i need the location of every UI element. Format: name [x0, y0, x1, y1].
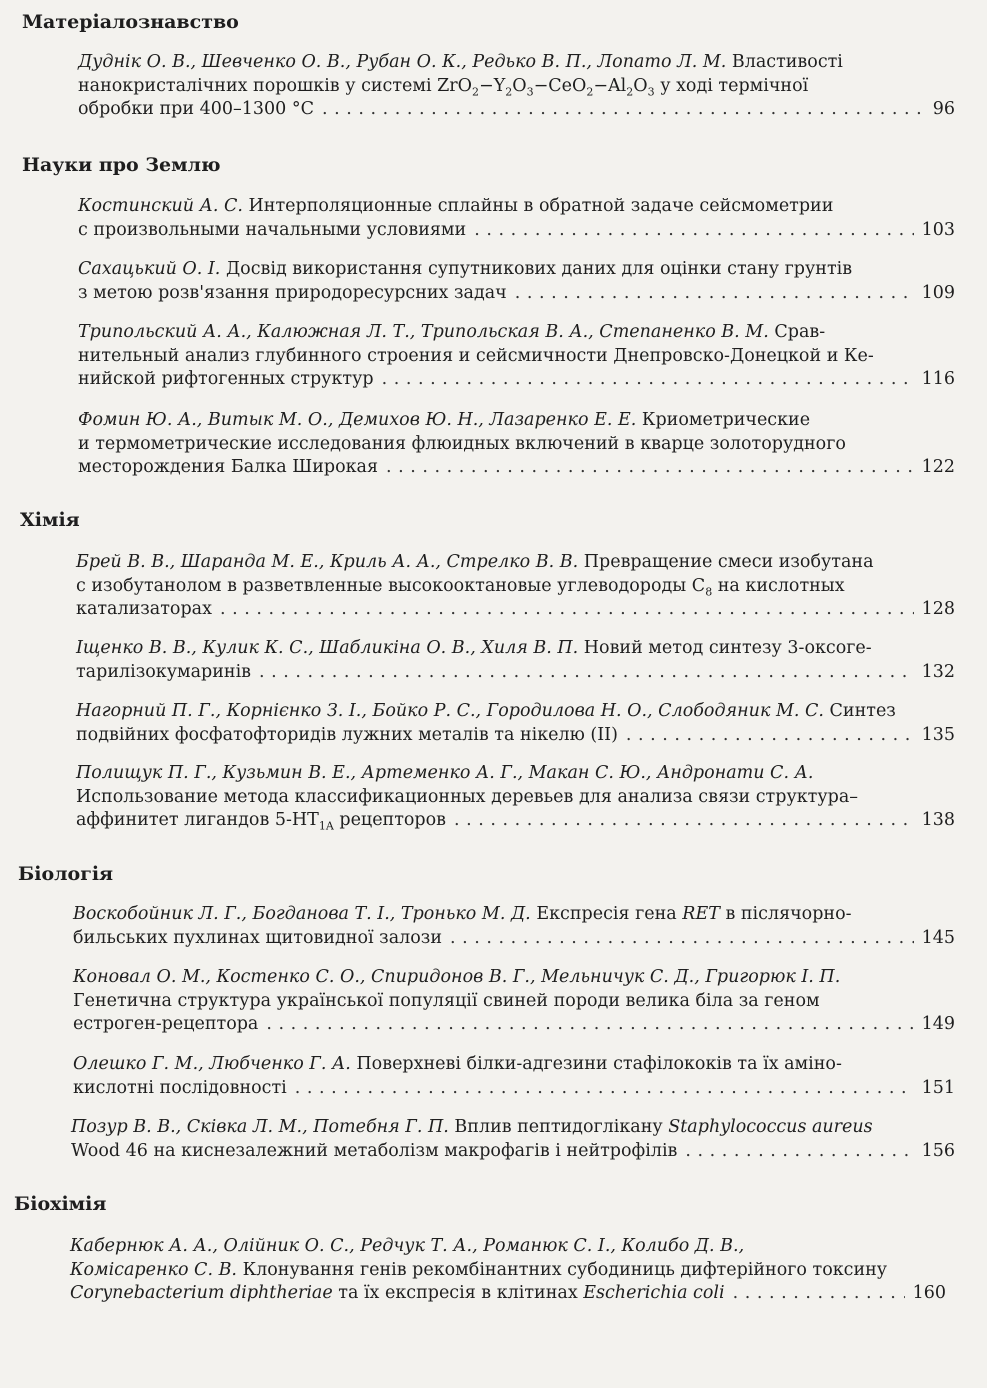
entry-authors: Коновал О. М., Костенко С. О., Спиридонов В. Г., Мельничук С. Д., Григорюк І. П.	[73, 967, 841, 987]
toc-entry[interactable]	[78, 51, 955, 122]
entry-title-line: аффинитет лигандов $5-HT_{1A}$ рецепторов	[76, 810, 447, 833]
entry-title-line: Corynebacterium diphtheriae та їх експресія в клітинах Escherichia coli	[70, 1283, 725, 1303]
page-number: 138	[921, 810, 955, 830]
entry-title-line: Wood 46 на киснезалежний метаболізм макрофагів і нейтрофілів	[71, 1140, 678, 1161]
toc-entry[interactable]	[76, 762, 955, 833]
entry-authors: Комісаренко С. В.	[70, 1259, 237, 1280]
dot-leader	[733, 1282, 905, 1306]
entry-authors: Позур В. В., Сківка Л. М., Потебня Г. П.	[71, 1117, 449, 1137]
toc-entry[interactable]	[76, 551, 955, 622]
dot-leader	[626, 724, 914, 748]
entry-authors: Нагорний П. Г., Корнієнко З. І., Бойко Р. С., Городилова Н. О., Слободяник М. С.	[76, 701, 824, 721]
entry-title-line: с изобутанолом в разветвленные высокооктановые углеводороды $C_8$ на кислотных	[76, 575, 845, 598]
entry-title-line: нийской рифтогенных структур	[78, 369, 374, 389]
page-number: 149	[921, 1014, 955, 1034]
toc-entry[interactable]	[76, 700, 955, 747]
entry-title-line: подвійних фосфатофторидів лужних металів та нікелю (II)	[76, 724, 618, 745]
entry-title-line: и термометрические исследования флюидных включений в кварце золоторудного	[78, 433, 846, 454]
section-title-earth-sciences: Науки про Землю	[22, 154, 221, 176]
entry-title: Вплив пептидоглікану Staphylococcus aureus	[454, 1117, 873, 1137]
section-title-chemistry: Хімія	[20, 509, 80, 531]
entry-title-line: нанокристалічних порошків у системі $ZrO_2-Y_2O_3-CeO_2-Al_2O_3$ у ході термічної	[78, 75, 809, 98]
entry-authors: Сахацький О. І.	[78, 259, 221, 279]
page-number: 160	[912, 1283, 946, 1303]
entry-title: Синтез	[829, 701, 896, 721]
entry-authors: Фомин Ю. А., Витык М. О., Демихов Ю. Н., Лазаренко Е. Е.	[78, 410, 637, 430]
entry-title: Властивості	[731, 52, 843, 72]
toc-entry[interactable]	[78, 321, 955, 392]
entry-title-line: нительный анализ глубинного строения и сейсмичности Днепровско-Донецкой и Ке-	[78, 345, 874, 366]
entry-title: Криометрические	[641, 410, 811, 430]
page-number: 103	[921, 219, 955, 240]
entry-title: Превращение смеси изобутана	[583, 552, 874, 572]
section-title-materials-science: Матеріалознавство	[22, 11, 239, 33]
dot-leader	[474, 219, 913, 243]
entry-authors: Кабернюк А. А., Олійник О. С., Редчук Т. А., Романюк С. І., Колибо Д. В.,	[70, 1236, 745, 1256]
entry-title: Досвід використання супутникових даних для оцінки стану грунтів	[225, 259, 853, 279]
toc-entry[interactable]	[71, 1116, 955, 1163]
section-title-biochemistry: Біохімія	[14, 1193, 107, 1215]
entry-title-line: Генетична структура української популяції свиней породи велика біла за геном	[73, 990, 820, 1011]
entry-title: Срав-	[774, 322, 826, 342]
dot-leader	[266, 1013, 913, 1037]
page-number: 156	[921, 1140, 955, 1161]
entry-authors: Полищук П. Г., Кузьмин В. Е., Артеменко А. Г., Макан С. Ю., Андронати С. А.	[76, 763, 814, 783]
dot-leader	[685, 1140, 913, 1164]
entry-authors: Воскобойник Л. Г., Богданова Т. І., Тронько М. Д.	[73, 904, 531, 924]
entry-title-line: с произвольными начальными условиями	[78, 219, 467, 240]
entry-authors: Костинский А. С.	[78, 196, 243, 216]
entry-title-line: з метою розв'язання природоресурсних задач	[78, 282, 507, 303]
toc-entry[interactable]	[78, 258, 955, 305]
entry-title-line: обробки при 400–1300 °C	[78, 99, 314, 119]
entry-authors: Олешко Г. М., Любченко Г. А.	[73, 1054, 351, 1074]
page-number: 109	[921, 282, 955, 303]
dot-leader	[259, 661, 914, 685]
dot-leader	[295, 1077, 914, 1101]
entry-authors: Брей В. В., Шаранда М. Е., Криль А. А., Стрелко В. В.	[76, 552, 579, 572]
entry-title-line: бильських пухлинах щитовидної залози	[73, 927, 442, 948]
page-number: 116	[921, 369, 955, 389]
entry-authors: Дуднік О. В., Шевченко О. В., Рубан О. К., Редько В. П., Лопато Л. М.	[78, 52, 727, 72]
entry-authors: Іщенко В. В., Кулик К. С., Шабликіна О. В., Хиля В. П.	[76, 638, 579, 658]
page-number: 132	[921, 661, 955, 682]
toc-entry[interactable]	[78, 409, 955, 480]
toc-entry[interactable]	[78, 195, 955, 242]
toc-entry[interactable]	[73, 1053, 955, 1100]
page-number: 122	[921, 457, 955, 477]
entry-title-line: Использование метода классификационных деревьев для анализа связи структура–	[76, 786, 859, 807]
dot-leader	[382, 368, 914, 392]
entry-title: Интерполяционные сплайны в обратной задаче сейсмометрии	[248, 196, 834, 216]
entry-title: Експресія гена RET в післячорно-	[536, 904, 852, 924]
toc-entry[interactable]	[73, 903, 955, 950]
entry-title-line: месторождения Балка Широкая	[78, 457, 379, 477]
entry-title-line: кислотні послідовності	[73, 1077, 287, 1098]
entry-title: Клонування генів рекомбінантних субодиниць дифтерійного токсину	[242, 1259, 888, 1280]
dot-leader	[220, 598, 914, 622]
page-number: 145	[921, 927, 955, 948]
page-number: 151	[921, 1077, 955, 1098]
toc-entry[interactable]	[70, 1235, 946, 1306]
entry-authors: Трипольский А. А., Калюжная Л. Т., Трипольская В. А., Степаненко В. М.	[78, 322, 769, 342]
dot-leader	[322, 98, 925, 122]
dot-leader	[454, 809, 914, 833]
toc-entry[interactable]	[76, 637, 955, 684]
entry-title: Поверхневі білки-адгезини стафілококів та їх аміно-	[356, 1054, 842, 1074]
section-title-biology: Біологія	[18, 863, 114, 885]
page-number: 96	[932, 99, 955, 119]
entry-title-line: катализаторах	[76, 599, 212, 619]
entry-title: Новий метод синтезу 3-оксоге-	[583, 638, 872, 658]
page-number: 128	[921, 599, 955, 619]
dot-leader	[450, 927, 914, 951]
entry-title-line: естроген-рецептора	[73, 1014, 259, 1034]
dot-leader	[386, 456, 914, 480]
page-number: 135	[921, 724, 955, 745]
entry-title-line: тарилізокумаринів	[76, 661, 252, 682]
dot-leader	[515, 282, 914, 306]
toc-entry[interactable]	[73, 966, 955, 1037]
